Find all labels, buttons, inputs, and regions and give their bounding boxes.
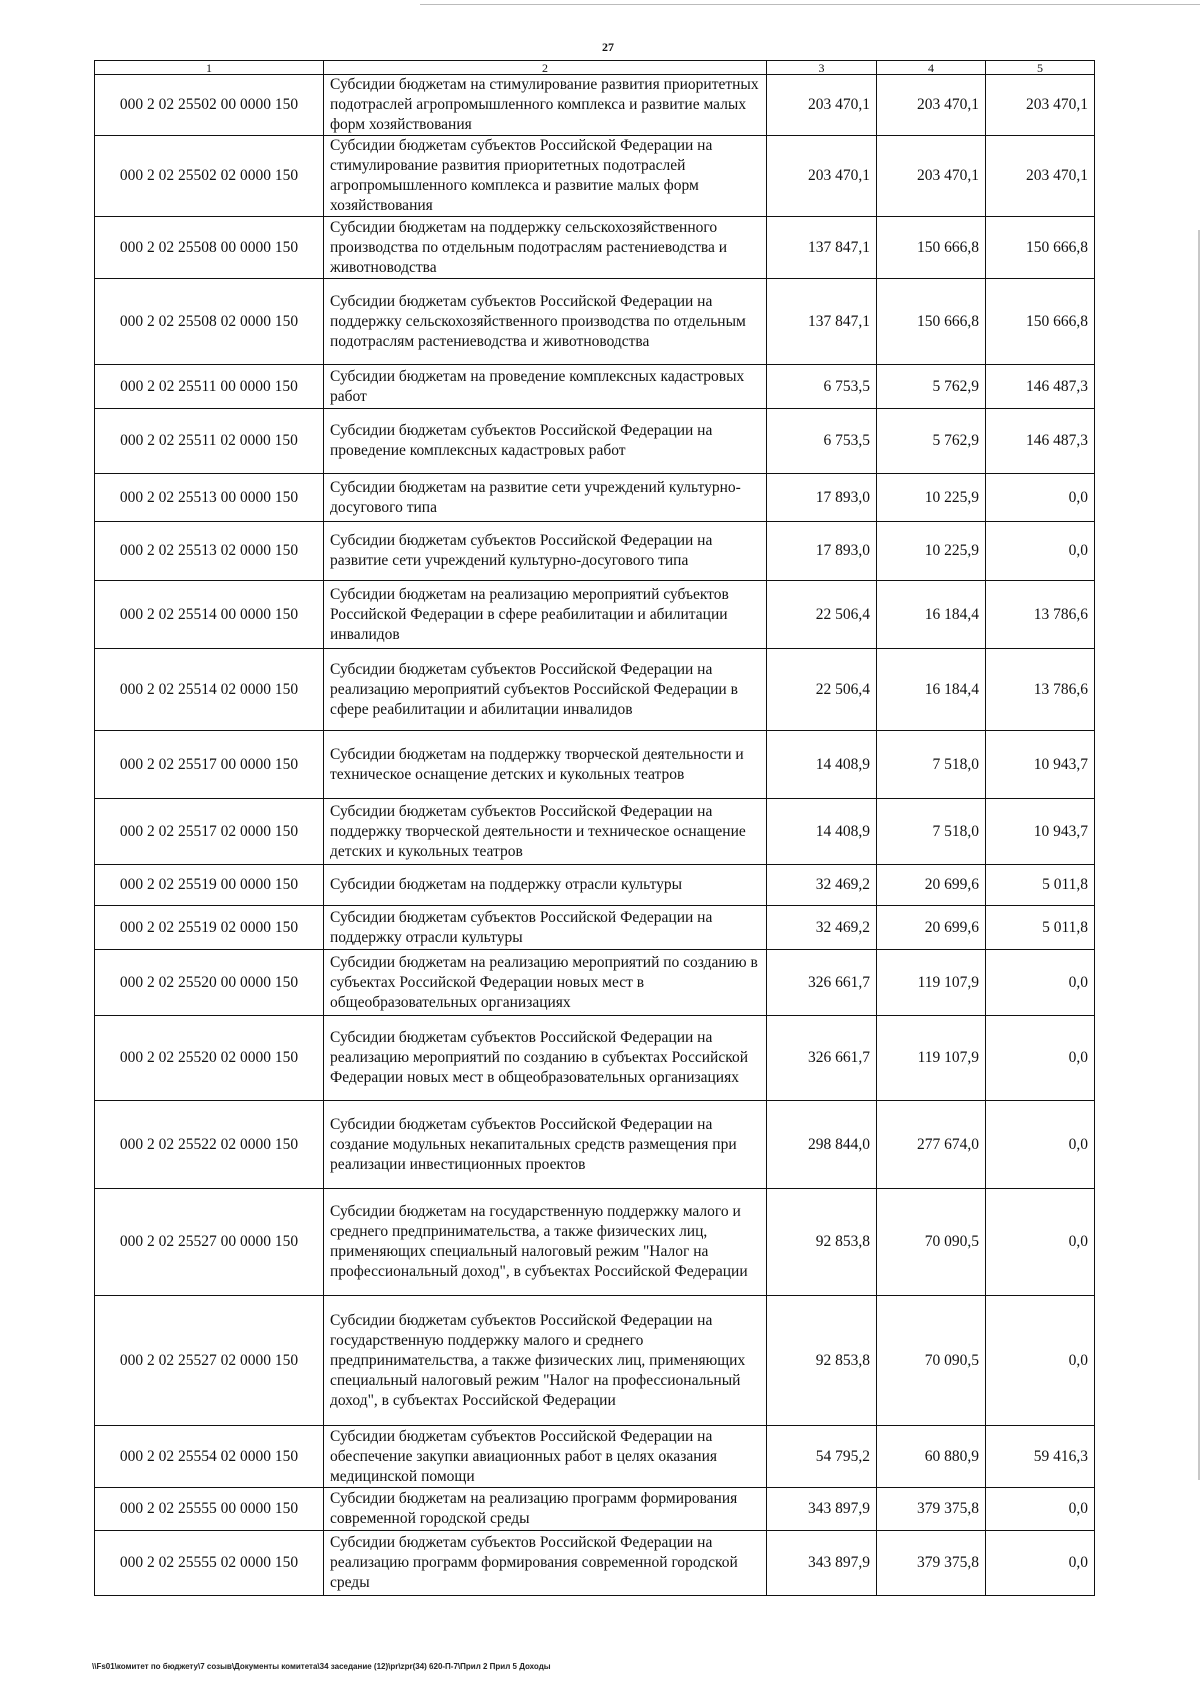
- amount-col-4: 203 470,1: [877, 136, 986, 217]
- budget-description: Субсидии бюджетам на реализацию программ формирования современной городской среды: [324, 1488, 767, 1531]
- amount-col-4: 10 225,9: [877, 474, 986, 522]
- amount-col-5: 59 416,3: [986, 1426, 1095, 1488]
- table-row: [95, 279, 1095, 365]
- table-row: [95, 474, 1095, 522]
- budget-code: 000 2 02 25511 02 0000 150: [95, 409, 324, 474]
- amount-col-5: 0,0: [986, 522, 1095, 581]
- amount-col-3: 326 661,7: [767, 950, 877, 1016]
- table-body: [95, 75, 1095, 1596]
- amount-col-4: 5 762,9: [877, 365, 986, 409]
- amount-col-4: 5 762,9: [877, 409, 986, 474]
- table-row: [95, 365, 1095, 409]
- column-header-3: 3: [767, 61, 877, 75]
- budget-code: 000 2 02 25520 00 0000 150: [95, 950, 324, 1016]
- budget-code: 000 2 02 25513 02 0000 150: [95, 522, 324, 581]
- budget-code: 000 2 02 25508 00 0000 150: [95, 217, 324, 279]
- amount-col-4: 20 699,6: [877, 865, 986, 906]
- budget-description: Субсидии бюджетам субъектов Российской Федерации на государственную поддержку малого и среднего предпринимательства, а также физических лиц, применяющих специальный налоговый режим "Налог на профессиональный доход", в субъектах Российской Федерации: [324, 1296, 767, 1426]
- amount-col-5: 146 487,3: [986, 365, 1095, 409]
- amount-col-4: 119 107,9: [877, 950, 986, 1016]
- budget-description: Субсидии бюджетам субъектов Российской Федерации на реализацию программ формирования современной городской среды: [324, 1531, 767, 1596]
- amount-col-5: 0,0: [986, 1101, 1095, 1189]
- table-row: [95, 731, 1095, 799]
- table-row: [95, 1426, 1095, 1488]
- budget-code: 000 2 02 25502 02 0000 150: [95, 136, 324, 217]
- budget-code: 000 2 02 25513 00 0000 150: [95, 474, 324, 522]
- amount-col-5: 0,0: [986, 474, 1095, 522]
- table-row: [95, 136, 1095, 217]
- scan-border-line: [420, 4, 1200, 5]
- table-row: [95, 217, 1095, 279]
- amount-col-3: 6 753,5: [767, 365, 877, 409]
- amount-col-3: 92 853,8: [767, 1189, 877, 1296]
- revenue-table: [94, 60, 1095, 1596]
- budget-description: Субсидии бюджетам на поддержку отрасли культуры: [324, 865, 767, 906]
- budget-description: Субсидии бюджетам субъектов Российской Федерации на реализацию мероприятий по созданию в субъектах Российской Федерации новых мест в общеобразовательных организациях: [324, 1016, 767, 1101]
- budget-description: Субсидии бюджетам субъектов Российской Федерации на проведение комплексных кадастровых работ: [324, 409, 767, 474]
- amount-col-5: 203 470,1: [986, 136, 1095, 217]
- budget-code: 000 2 02 25527 00 0000 150: [95, 1189, 324, 1296]
- budget-code: 000 2 02 25520 02 0000 150: [95, 1016, 324, 1101]
- budget-code: 000 2 02 25502 00 0000 150: [95, 75, 324, 136]
- budget-code: 000 2 02 25517 00 0000 150: [95, 731, 324, 799]
- amount-col-3: 22 506,4: [767, 649, 877, 731]
- table-row: [95, 1189, 1095, 1296]
- amount-col-5: 0,0: [986, 1531, 1095, 1596]
- budget-code: 000 2 02 25511 00 0000 150: [95, 365, 324, 409]
- amount-col-5: 150 666,8: [986, 279, 1095, 365]
- amount-col-3: 326 661,7: [767, 1016, 877, 1101]
- file-path-footer: \\Fs01\комитет по бюджету\7 созыв\Документы комитета\34 заседание (12)\pr\zpr(34) 620-П-7\Прил 2 Прил 5 Доходы: [92, 1662, 551, 1671]
- budget-description: Субсидии бюджетам субъектов Российской Федерации на поддержку творческой деятельности и техническое оснащение детских и кукольных театров: [324, 799, 767, 865]
- budget-code: 000 2 02 25554 02 0000 150: [95, 1426, 324, 1488]
- budget-description: Субсидии бюджетам на развитие сети учреждений культурно-досугового типа: [324, 474, 767, 522]
- amount-col-5: 10 943,7: [986, 731, 1095, 799]
- amount-col-3: 203 470,1: [767, 75, 877, 136]
- amount-col-3: 14 408,9: [767, 731, 877, 799]
- amount-col-3: 137 847,1: [767, 279, 877, 365]
- amount-col-4: 16 184,4: [877, 581, 986, 649]
- budget-code: 000 2 02 25517 02 0000 150: [95, 799, 324, 865]
- amount-col-5: 13 786,6: [986, 649, 1095, 731]
- amount-col-5: 0,0: [986, 1296, 1095, 1426]
- table-row: [95, 1016, 1095, 1101]
- budget-description: Субсидии бюджетам субъектов Российской Федерации на поддержку сельскохозяйственного производства по отдельным подотраслям растениеводства и животноводства: [324, 279, 767, 365]
- budget-code: 000 2 02 25555 02 0000 150: [95, 1531, 324, 1596]
- amount-col-5: 203 470,1: [986, 75, 1095, 136]
- amount-col-3: 137 847,1: [767, 217, 877, 279]
- amount-col-3: 32 469,2: [767, 906, 877, 950]
- budget-description: Субсидии бюджетам субъектов Российской Федерации на реализацию мероприятий субъектов Российской Федерации в сфере реабилитации и абилитации инвалидов: [324, 649, 767, 731]
- budget-code: 000 2 02 25514 02 0000 150: [95, 649, 324, 731]
- table-row: [95, 1531, 1095, 1596]
- budget-description: Субсидии бюджетам субъектов Российской Федерации на поддержку отрасли культуры: [324, 906, 767, 950]
- amount-col-3: 17 893,0: [767, 474, 877, 522]
- amount-col-5: 13 786,6: [986, 581, 1095, 649]
- amount-col-5: 5 011,8: [986, 906, 1095, 950]
- budget-description: Субсидии бюджетам на поддержку сельскохозяйственного производства по отдельным подотраслям растениеводства и животноводства: [324, 217, 767, 279]
- table-row: [95, 75, 1095, 136]
- table-row: [95, 522, 1095, 581]
- table-row: [95, 1101, 1095, 1189]
- budget-description: Субсидии бюджетам субъектов Российской Федерации на развитие сети учреждений культурно-досугового типа: [324, 522, 767, 581]
- budget-description: Субсидии бюджетам субъектов Российской Федерации на обеспечение закупки авиационных работ в целях оказания медицинской помощи: [324, 1426, 767, 1488]
- amount-col-3: 298 844,0: [767, 1101, 877, 1189]
- amount-col-4: 7 518,0: [877, 731, 986, 799]
- budget-description: Субсидии бюджетам на реализацию мероприятий по созданию в субъектах Российской Федерации новых мест в общеобразовательных организациях: [324, 950, 767, 1016]
- budget-description: Субсидии бюджетам на государственную поддержку малого и среднего предпринимательства, а также физических лиц, применяющих специальный налоговый режим "Налог на профессиональный доход", в субъектах Российской Федерации: [324, 1189, 767, 1296]
- table-row: [95, 409, 1095, 474]
- column-header-5: 5: [986, 61, 1095, 75]
- amount-col-5: 0,0: [986, 1488, 1095, 1531]
- amount-col-5: 5 011,8: [986, 865, 1095, 906]
- amount-col-5: 0,0: [986, 1189, 1095, 1296]
- amount-col-3: 203 470,1: [767, 136, 877, 217]
- amount-col-4: 7 518,0: [877, 799, 986, 865]
- amount-col-4: 150 666,8: [877, 217, 986, 279]
- amount-col-3: 17 893,0: [767, 522, 877, 581]
- column-header-1: 1: [95, 61, 324, 75]
- column-number-row: [95, 61, 1095, 75]
- column-header-2: 2: [324, 61, 767, 75]
- budget-description: Субсидии бюджетам на стимулирование развития приоритетных подотраслей агропромышленного комплекса и развитие малых форм хозяйствования: [324, 75, 767, 136]
- table-row: [95, 865, 1095, 906]
- table-row: [95, 799, 1095, 865]
- amount-col-3: 92 853,8: [767, 1296, 877, 1426]
- page-number: 27: [602, 40, 614, 54]
- amount-col-5: 0,0: [986, 1016, 1095, 1101]
- budget-code: 000 2 02 25514 00 0000 150: [95, 581, 324, 649]
- budget-code: 000 2 02 25519 02 0000 150: [95, 906, 324, 950]
- table-row: [95, 581, 1095, 649]
- amount-col-5: 150 666,8: [986, 217, 1095, 279]
- amount-col-3: 32 469,2: [767, 865, 877, 906]
- amount-col-3: 343 897,9: [767, 1531, 877, 1596]
- amount-col-4: 119 107,9: [877, 1016, 986, 1101]
- amount-col-4: 16 184,4: [877, 649, 986, 731]
- amount-col-4: 379 375,8: [877, 1531, 986, 1596]
- budget-description: Субсидии бюджетам на реализацию мероприятий субъектов Российской Федерации в сфере реабилитации и абилитации инвалидов: [324, 581, 767, 649]
- amount-col-4: 379 375,8: [877, 1488, 986, 1531]
- table-row: [95, 1488, 1095, 1531]
- amount-col-3: 343 897,9: [767, 1488, 877, 1531]
- amount-col-4: 277 674,0: [877, 1101, 986, 1189]
- amount-col-4: 60 880,9: [877, 1426, 986, 1488]
- table-row: [95, 950, 1095, 1016]
- amount-col-3: 22 506,4: [767, 581, 877, 649]
- amount-col-4: 70 090,5: [877, 1296, 986, 1426]
- budget-code: 000 2 02 25527 02 0000 150: [95, 1296, 324, 1426]
- table-row: [95, 906, 1095, 950]
- amount-col-3: 14 408,9: [767, 799, 877, 865]
- amount-col-4: 150 666,8: [877, 279, 986, 365]
- amount-col-3: 6 753,5: [767, 409, 877, 474]
- amount-col-5: 0,0: [986, 950, 1095, 1016]
- budget-description: Субсидии бюджетам субъектов Российской Федерации на стимулирование развития приоритетных подотраслей агропромышленного комплекса и развитие малых форм хозяйствования: [324, 136, 767, 217]
- amount-col-4: 20 699,6: [877, 906, 986, 950]
- budget-code: 000 2 02 25508 02 0000 150: [95, 279, 324, 365]
- budget-code: 000 2 02 25522 02 0000 150: [95, 1101, 324, 1189]
- budget-description: Субсидии бюджетам субъектов Российской Федерации на создание модульных некапитальных средств размещения при реализации инвестиционных проектов: [324, 1101, 767, 1189]
- amount-col-5: 10 943,7: [986, 799, 1095, 865]
- table-row: [95, 649, 1095, 731]
- budget-description: Субсидии бюджетам на проведение комплексных кадастровых работ: [324, 365, 767, 409]
- column-header-4: 4: [877, 61, 986, 75]
- amount-col-4: 203 470,1: [877, 75, 986, 136]
- budget-code: 000 2 02 25555 00 0000 150: [95, 1488, 324, 1531]
- amount-col-4: 10 225,9: [877, 522, 986, 581]
- amount-col-4: 70 090,5: [877, 1189, 986, 1296]
- budget-code: 000 2 02 25519 00 0000 150: [95, 865, 324, 906]
- table-row: [95, 1296, 1095, 1426]
- budget-description: Субсидии бюджетам на поддержку творческой деятельности и техническое оснащение детских и кукольных театров: [324, 731, 767, 799]
- amount-col-5: 146 487,3: [986, 409, 1095, 474]
- amount-col-3: 54 795,2: [767, 1426, 877, 1488]
